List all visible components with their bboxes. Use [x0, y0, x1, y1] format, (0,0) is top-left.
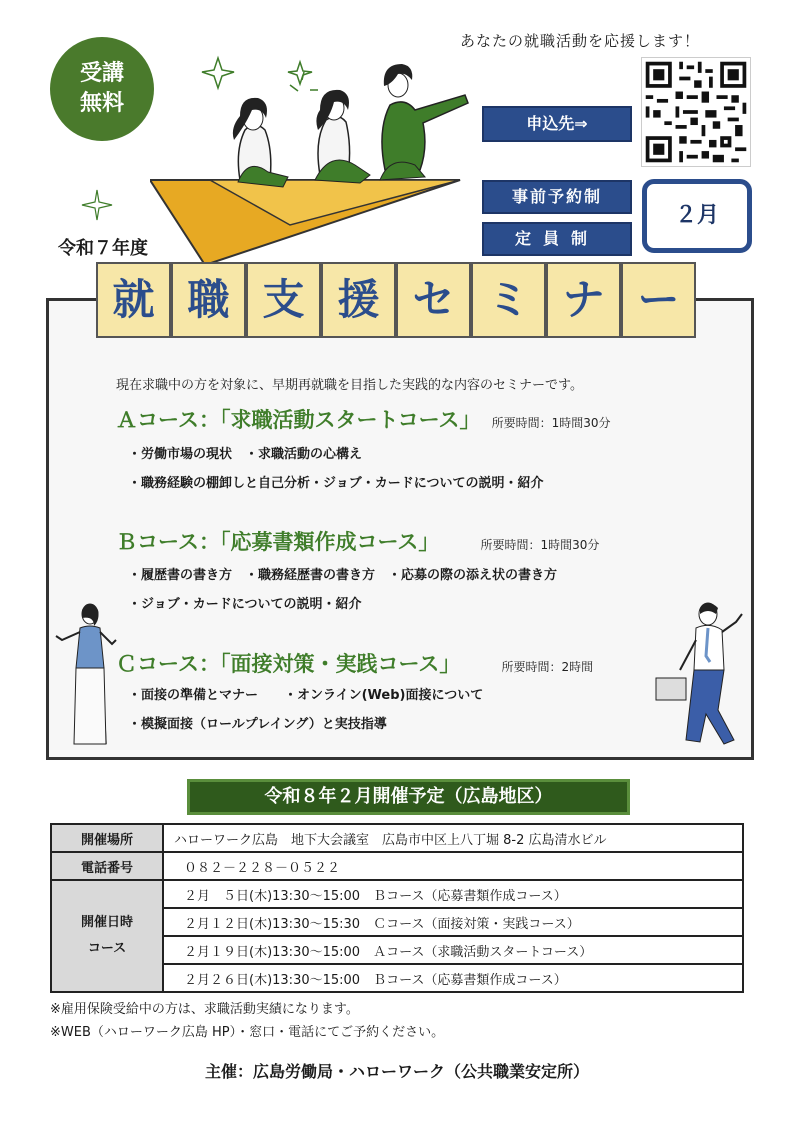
tagline: あなたの就職活動を応援します！ — [460, 32, 701, 50]
capacity-label: 定員制 — [482, 222, 632, 256]
woman-presenting-icon — [52, 600, 122, 750]
apply-label: 申込先⇒ — [482, 106, 632, 142]
course-a — [116, 404, 611, 434]
qr-code-icon[interactable] — [641, 57, 751, 167]
course-a-bullet: ・職務経験の棚卸しと自己分析・ジョブ・カードについての説明・紹介 — [128, 476, 544, 491]
schedule-item: ２月２６日(木)13:30～15:00 Ｂコース（応募書類作成コース） — [163, 964, 743, 992]
title-char: 職 — [171, 262, 246, 338]
badge-line-1: 受講 — [79, 61, 124, 86]
intro-text: 現在求職中の方を対象に、早期再就職を目指した実践的な内容のセミナーです。 — [116, 378, 583, 393]
man-running-icon — [652, 600, 747, 750]
course-b-title: Ｂコース：「応募書類作成コース」 — [116, 530, 440, 554]
page-title — [96, 262, 696, 342]
course-b-duration: 所要時間：1時間30分 — [480, 538, 600, 552]
course-c-duration: 所要時間：2時間 — [501, 660, 594, 674]
title-char: ナ — [546, 262, 621, 338]
table-row — [51, 880, 743, 908]
table-row — [51, 824, 743, 852]
course-a-title: Ａコース：「求職活動スタートコース」 — [116, 408, 481, 432]
schedule-label-line-1: 開催日時 — [80, 915, 133, 930]
schedule-item: ２月 ５日(木)13:30～15:00 Ｂコース（応募書類作成コース） — [163, 880, 743, 908]
course-b-bullet: ・履歴書の書き方 ・職務経歴書の書き方 ・応募の際の添え状の書き方 — [128, 568, 558, 583]
schedule-label-line-2: コース — [87, 941, 127, 956]
fiscal-year: 令和７年度 — [58, 238, 148, 259]
title-char: セ — [396, 262, 471, 338]
course-b-bullet: ・ジョブ・カードについての説明・紹介 — [128, 597, 362, 612]
event-info-table — [50, 823, 744, 993]
title-char: 援 — [321, 262, 396, 338]
note-insurance: ※雇用保険受給中の方は、求職活動実績になります。 — [50, 1002, 359, 1017]
free-badge — [50, 37, 154, 141]
title-char: ー — [621, 262, 696, 338]
note-reservation: ※WEB（ハローワーク広島 HP）・窓口・電話にてご予約ください。 — [50, 1025, 445, 1040]
region-heading: 令和８年２月開催予定（広島地区） — [187, 779, 630, 815]
course-c-bullet: ・模擬面接（ロールプレイング）と実技指導 — [128, 717, 387, 732]
schedule-item: ２月１２日(木)13:30～15:30 Ｃコース（面接対策・実践コース） — [163, 908, 743, 936]
sponsor: 主催：広島労働局・ハローワーク（公共職業安定所） — [204, 1062, 589, 1081]
table-row — [51, 852, 743, 880]
title-char: 就 — [96, 262, 171, 338]
phone-value[interactable]: ０８２－２２８－０５２２ — [163, 852, 743, 880]
schedule-label — [51, 880, 163, 992]
course-b — [116, 526, 599, 556]
sparkle-icon — [80, 188, 114, 222]
course-c — [116, 648, 593, 678]
course-a-duration: 所要時間：1時間30分 — [491, 416, 611, 430]
course-a-bullet: ・労働市場の現状 ・求職活動の心構え — [128, 447, 363, 462]
phone-label: 電話番号 — [51, 852, 163, 880]
title-char: 支 — [246, 262, 321, 338]
month-badge: ２月 — [642, 179, 752, 253]
venue-value: ハローワーク広島 地下大会議室 広島市中区上八丁堀 8-2 広島清水ビル — [163, 824, 743, 852]
schedule-item: ２月１９日(木)13:30～15:00 Ａコース（求職活動スタートコース） — [163, 936, 743, 964]
paper-plane-illustration-icon — [150, 40, 480, 265]
title-char: ミ — [471, 262, 546, 338]
reservation-label: 事前予約制 — [482, 180, 632, 214]
course-c-title: Ｃコース：「面接対策・実践コース」 — [116, 652, 461, 676]
badge-line-2: 無料 — [79, 91, 124, 116]
course-c-bullet: ・面接の準備とマナー ・オンライン(Web)面接について — [128, 688, 484, 703]
venue-label: 開催場所 — [51, 824, 163, 852]
